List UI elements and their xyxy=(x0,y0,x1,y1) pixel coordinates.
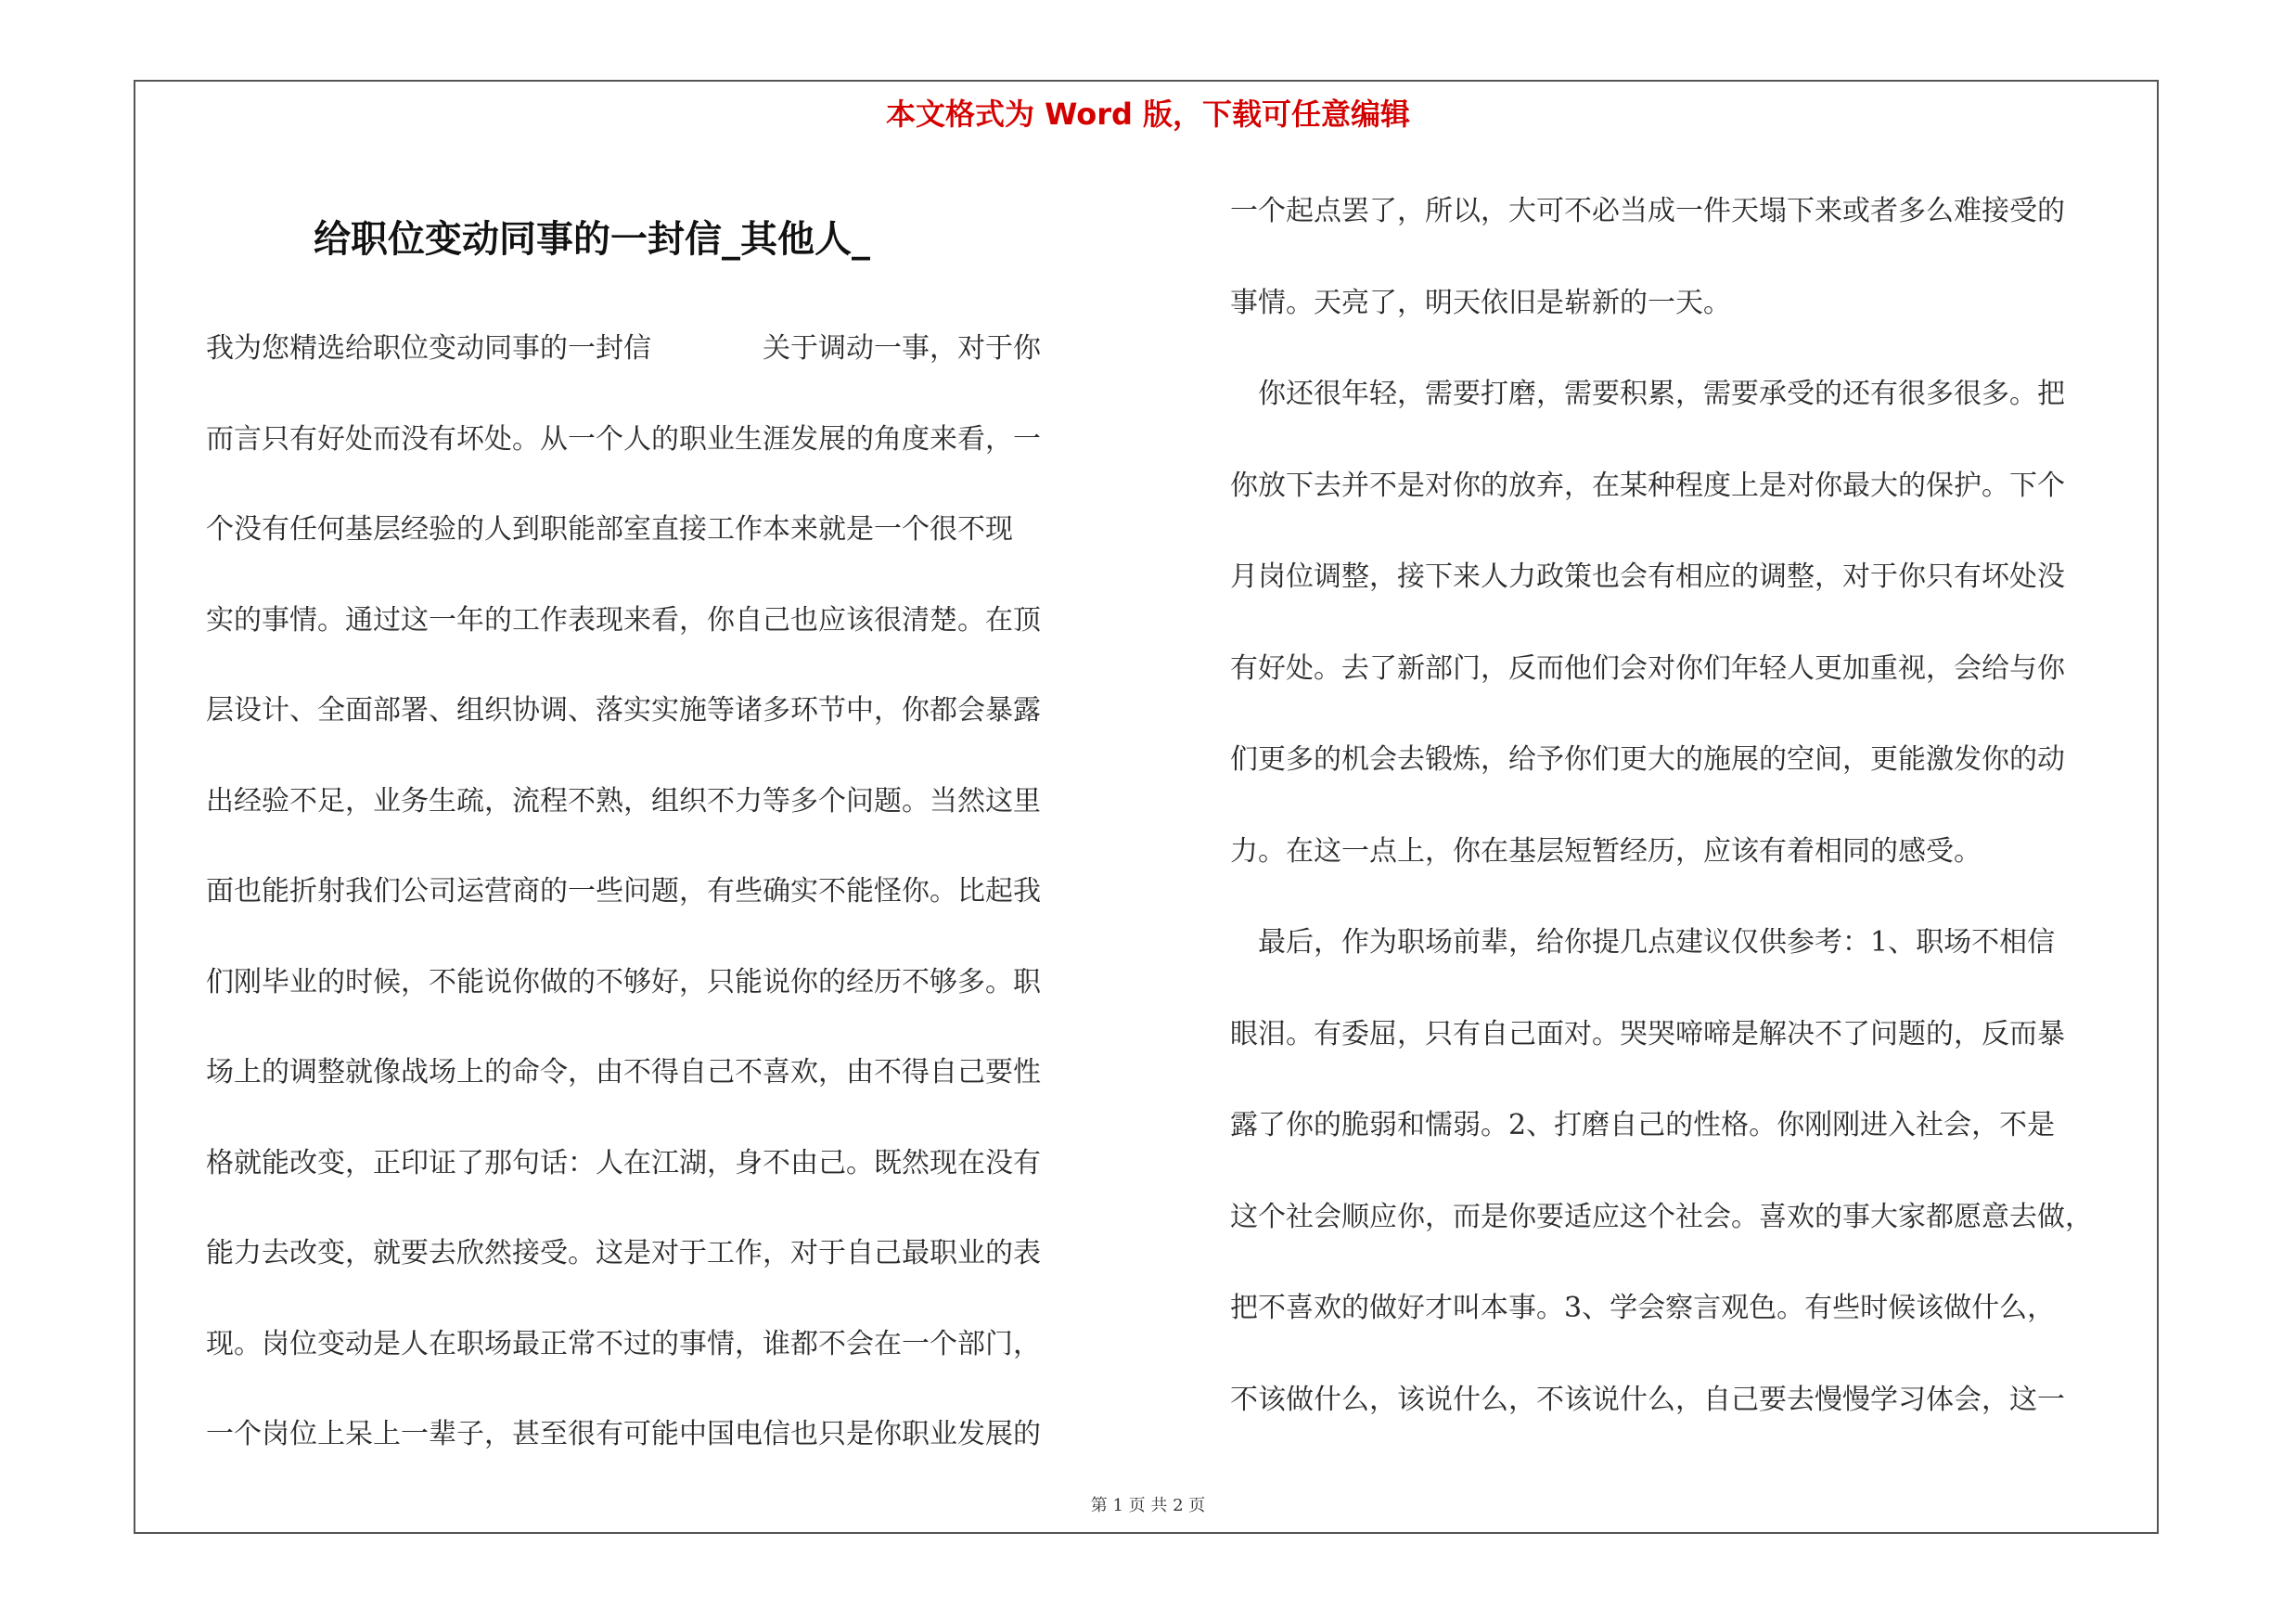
text-line: 月岗位调整，接下来人力政策也会有相应的调整，对于你只有坏处没 xyxy=(1230,560,2065,593)
text-line: 个没有任何基层经验的人到职能部室直接工作本来就是一个很不现 xyxy=(206,513,1013,546)
format-banner: 本文格式为 Word 版，下载可任意编辑 xyxy=(885,97,1411,132)
document-title: 给职位变动同事的一封信_其他人_ xyxy=(314,217,870,261)
text-line: 我为您精选给职位变动同事的一封信 关于调动一事，对于你 xyxy=(206,332,1041,365)
text-line: 们更多的机会去锻炼，给予你们更大的施展的空间，更能激发你的动 xyxy=(1230,743,2065,776)
text-line: 现。岗位变动是人在职场最正常不过的事情，谁都不会在一个部门， xyxy=(206,1327,1041,1360)
text-line: 格就能改变，正印证了那句话：人在江湖，身不由己。既然现在没有 xyxy=(206,1146,1041,1179)
text-line: 把不喜欢的做好才叫本事。3、学会察言观色。有些时候该做什么， xyxy=(1230,1292,2056,1324)
text-line: 场上的调整就像战场上的命令，由不得自己不喜欢，由不得自己要性 xyxy=(206,1056,1041,1088)
text-line: 一个起点罢了，所以，大可不必当成一件天塌下来或者多么难接受的 xyxy=(1230,195,2065,227)
text-line: 们刚毕业的时候，不能说你做的不够好，只能说你的经历不够多。职 xyxy=(206,965,1041,998)
text-line: 事情。天亮了，明天依旧是崭新的一天。 xyxy=(1230,286,1731,319)
text-line: 力。在这一点上，你在基层短暂经历，应该有着相同的感受。 xyxy=(1230,834,1982,868)
text-line: 这个社会顺应你，而是你要适应这个社会。喜欢的事大家都愿意去做， xyxy=(1230,1200,2093,1233)
text-line: 有好处。去了新部门，反而他们会对你们年轻人更加重视，会给与你 xyxy=(1230,651,2065,685)
text-line: 不该做什么，该说什么，不该说什么，自己要去慢慢学习体会，这一 xyxy=(1230,1383,2065,1416)
page-number-footer: 第 1 页 共 2 页 xyxy=(1090,1496,1206,1515)
text-line: 最后，作为职场前辈，给你提几点建议仅供参考：1、职场不相信 xyxy=(1230,926,2056,959)
text-line: 出经验不足，业务生疏，流程不熟，组织不力等多个问题。当然这里 xyxy=(206,784,1041,818)
text-line: 露了你的脆弱和懦弱。2、打磨自己的性格。你刚刚进入社会，不是 xyxy=(1230,1109,2056,1141)
text-line: 层设计、全面部署、组织协调、落实实施等诸多环节中，你都会暴露 xyxy=(206,694,1041,727)
text-line: 实的事情。通过这一年的工作表现来看，你自己也应该很清楚。在顶 xyxy=(206,603,1041,637)
text-line: 而言只有好处而没有坏处。从一个人的职业生涯发展的角度来看，一 xyxy=(206,422,1041,456)
text-line: 一个岗位上呆上一辈子，甚至很有可能中国电信也只是你职业发展的 xyxy=(206,1418,1041,1450)
text-line: 面也能折射我们公司运营商的一些问题，有些确实不能怪你。比起我 xyxy=(206,875,1041,908)
text-line: 你放下去并不是对你的放弃，在某种程度上是对你最大的保护。下个 xyxy=(1230,469,2065,502)
text-line: 你还很年轻，需要打磨，需要积累，需要承受的还有很多很多。把 xyxy=(1230,378,2065,410)
text-line: 能力去改变，就要去欣然接受。这是对于工作，对于自己最职业的表 xyxy=(206,1237,1041,1269)
text-line: 眼泪。有委屈，只有自己面对。哭哭啼啼是解决不了问题的，反而暴 xyxy=(1230,1017,2065,1050)
